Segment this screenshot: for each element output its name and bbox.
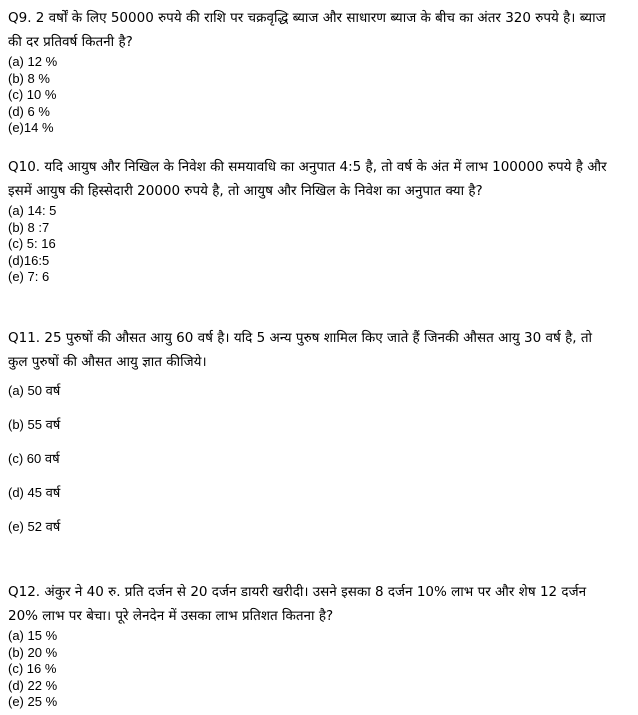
option-e: (e) 7: 6 — [8, 269, 50, 284]
question-text: Q12. अंकुर ने 40 रु. प्रति दर्जन से 20 दर्जन डायरी खरीदी। उसने इसका 8 दर्जन 10% लाभ पर और शेष 12 दर्जन 20% लाभ पर बेचा। पूरे लेनदेन में उसका लाभ प्रतिशत कितना है? — [8, 584, 587, 624]
option-d: (d)16:5 — [8, 252, 50, 268]
option-b: (b) 8 :7 — [8, 219, 50, 235]
option-a: (a) 50 वर्ष — [8, 383, 61, 398]
option-d: (d) 22 % — [8, 677, 58, 693]
question-text: Q11. 25 पुरुषों की औसत आयु 60 वर्ष है। यदि 5 अन्य पुरुष शामिल किए जाते हैं जिनकी औसत आयु 30 वर्ष है, तो कुल पुरुषों की औसत आयु ज्ञात कीजिये। — [8, 330, 593, 370]
option-b: (b) 8 % — [8, 70, 50, 86]
options-list — [8, 374, 608, 544]
option-a: (a) 12 % — [8, 54, 58, 69]
question-text: Q9. 2 वर्षों के लिए 50000 रुपये की राशि पर चक्रवृद्धि ब्याज और साधारण ब्याज के बीच का अंतर 320 रुपये है। ब्याज की दर प्रतिवर्ष कितनी है? — [8, 10, 606, 50]
question-10 — [8, 155, 608, 286]
options-list — [8, 54, 608, 137]
option-a: (a) 14: 5 — [8, 203, 57, 218]
option-b: (b) 20 % — [8, 644, 58, 660]
question-12 — [8, 580, 608, 711]
option-d: (d) 6 % — [8, 103, 50, 119]
option-e: (e)14 % — [8, 120, 54, 135]
option-a: (a) 15 % — [8, 628, 58, 643]
option-c: (c) 16 % — [8, 661, 57, 676]
option-c: (c) 10 % — [8, 87, 57, 102]
options-list — [8, 203, 608, 286]
option-e: (e) 25 % — [8, 694, 58, 709]
question-text: Q10. यदि आयुष और निखिल के निवेश की समयावधि का अनुपात 4:5 है, तो वर्ष के अंत में लाभ 100000 रुपये है और इसमें आयुष की हिस्सेदारी 20000 रुपये है, तो आयुष और निखिल के निवेश का अनुपात क्या है? — [8, 159, 607, 199]
question-9 — [8, 6, 608, 137]
option-c: (c) 60 वर्ष — [8, 451, 60, 466]
option-c: (c) 5: 16 — [8, 236, 56, 251]
option-b: (b) 55 वर्ष — [8, 417, 61, 432]
option-e: (e) 52 वर्ष — [8, 519, 61, 534]
question-11 — [8, 326, 608, 544]
options-list — [8, 628, 608, 711]
option-d: (d) 45 वर्ष — [8, 485, 61, 500]
